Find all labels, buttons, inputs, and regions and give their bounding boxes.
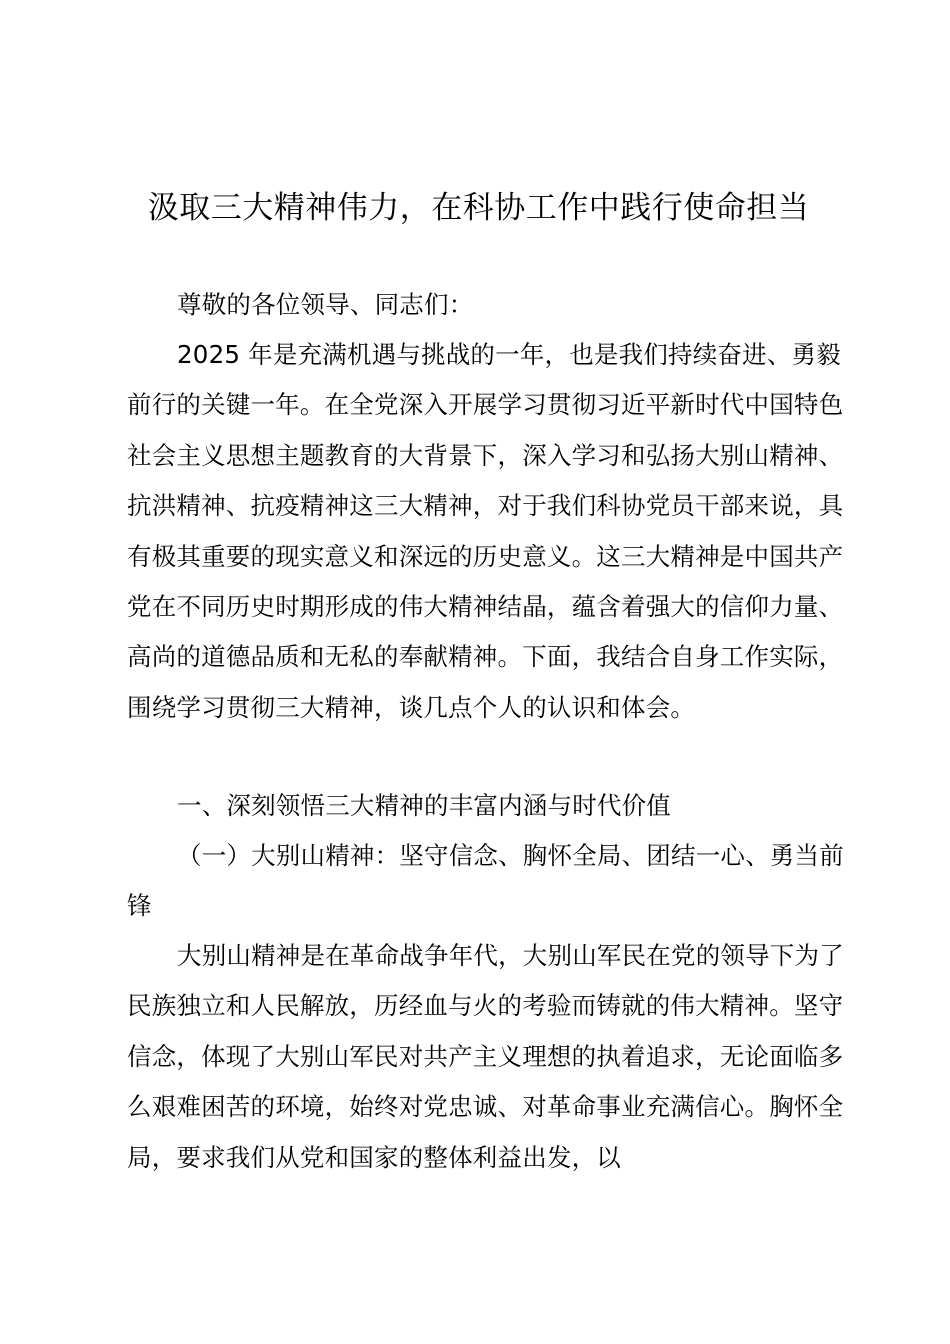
section-heading-1: 一、深刻领悟三大精神的丰富内涵与时代价值 [177, 791, 671, 820]
subsection-heading-1: （一）大别山精神：坚守信念、胸怀全局、团结一心、勇当前锋 [127, 841, 844, 921]
document-title: 汲取三大精神伟力，在科协工作中践行使命担当 [147, 190, 810, 226]
salutation: 尊敬的各位领导、同志们： [177, 290, 474, 319]
body-paragraph-1: 大别山精神是在革命战争年代，大别山军民在党的领导下为了民族独立和人民解放，历经血与火的考验而铸就的伟大精神。坚守信念，体现了大别山军民对共产主义理想的执着追求，无论面临多么艰难困苦的环境，始终对党忠诚、对革命事业充满信心。胸怀全局，要求我们从党和国家的整体利益出发，以 [127, 941, 844, 1172]
intro-paragraph: 2025 年是充满机遇与挑战的一年，也是我们持续奋进、勇毅前行的关键一年。在全党深入开展学习贯彻习近平新时代中国特色社会主义思想主题教育的大背景下，深入学习和弘扬大别山精神、抗洪精神、抗疫精神这三大精神，对于我们科协党员干部来说，具有极其重要的现实意义和深远的历史意义。这三大精神是中国共产党在不同历史时期形成的伟大精神结晶，蕴含着强大的信仰力量、高尚的道德品质和无私的奉献精神。下面，我结合自身工作实际，围绕学习贯彻三大精神，谈几点个人的认识和体会。 [127, 340, 844, 722]
